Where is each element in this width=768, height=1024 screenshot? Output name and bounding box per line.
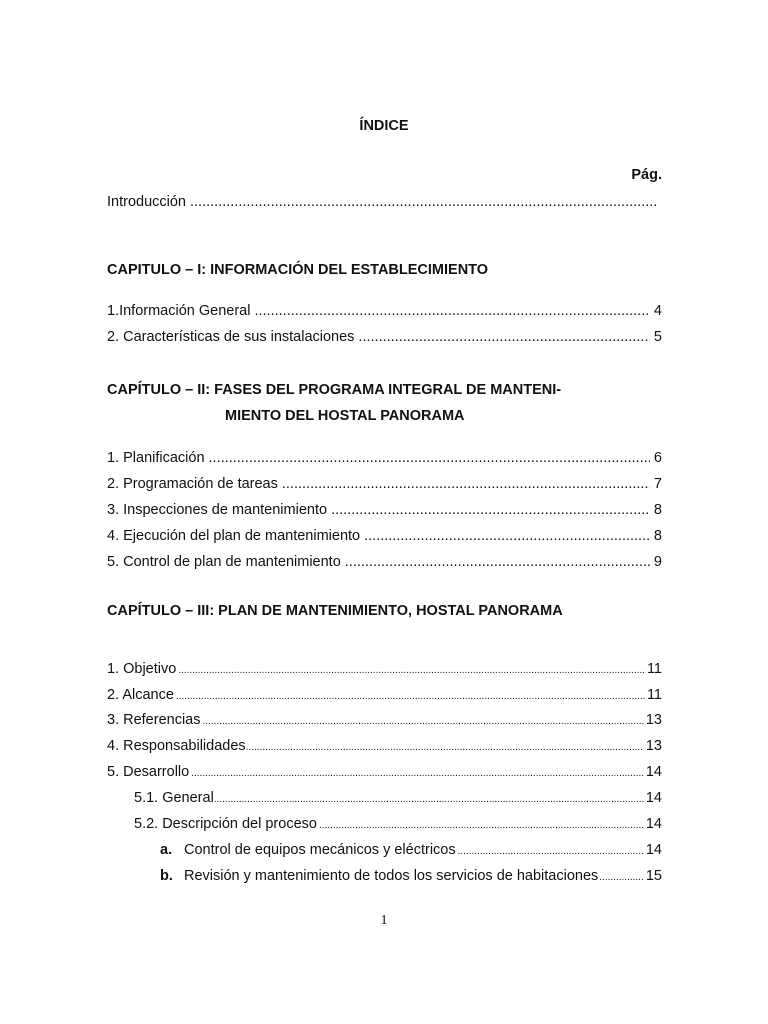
dot-leader xyxy=(599,866,644,888)
toc-entry xyxy=(107,762,662,782)
toc-subsubentry xyxy=(160,866,662,886)
toc-entry-page: 11 xyxy=(646,661,662,677)
page-column-label: Pág. xyxy=(631,167,662,183)
toc-entry-page: 13 xyxy=(645,738,662,754)
dot-leader xyxy=(203,710,644,732)
footer-page-number: 1 xyxy=(380,913,388,928)
toc-entry-label: 1. Planificación xyxy=(107,450,205,466)
toc-entry-label: Revisión y mantenimiento de todos los servicios de habitaciones xyxy=(184,868,599,884)
toc-entry xyxy=(107,327,662,347)
dot-leader xyxy=(246,736,644,758)
toc-entry-label: 2. Programación de tareas xyxy=(107,476,278,492)
toc-entry-label: 4. Ejecución del plan de mantenimiento xyxy=(107,528,361,544)
dot-leader xyxy=(364,526,650,546)
toc-entry xyxy=(107,500,662,520)
dot-leader xyxy=(209,448,650,468)
dot-leader xyxy=(282,474,650,494)
dot-leader xyxy=(358,327,650,347)
toc-subsubentry xyxy=(160,840,662,860)
toc-entry-label: 3. Referencias xyxy=(107,712,201,728)
dot-leader xyxy=(458,840,644,862)
toc-subentry xyxy=(134,814,662,834)
toc-entry-label: 5. Control de plan de mantenimiento xyxy=(107,554,341,570)
toc-entry-label: 1.Información General xyxy=(107,303,251,319)
toc-entry xyxy=(107,736,662,756)
toc-entry xyxy=(107,448,662,468)
dot-leader xyxy=(178,659,645,681)
toc-entry-label: 4. Responsabilidades xyxy=(107,738,246,754)
toc-entry-label: 5.2. Descripción del proceso xyxy=(134,816,317,832)
toc-entry-page: 11 xyxy=(646,687,662,703)
toc-entry-marker: a. xyxy=(160,842,173,858)
toc-entry-page: 15 xyxy=(645,868,662,884)
toc-entry xyxy=(107,659,662,679)
toc-entry-label: 5. Desarrollo xyxy=(107,764,190,780)
dot-leader xyxy=(345,552,650,572)
toc-entry-page: 9 xyxy=(653,554,662,570)
toc-entry-page: 14 xyxy=(645,842,662,858)
dot-leader xyxy=(190,192,658,212)
toc-entry-page: 5 xyxy=(653,329,662,345)
toc-entry-page: 14 xyxy=(645,790,662,806)
toc-entry xyxy=(107,552,662,572)
chapter-2-heading-line-2: MIENTO DEL HOSTAL PANORAMA xyxy=(225,408,465,424)
dot-leader xyxy=(254,301,649,321)
toc-entry-label: 2. Alcance xyxy=(107,687,174,703)
toc-entry xyxy=(107,685,662,705)
toc-entry-page: 6 xyxy=(653,450,662,466)
toc-entry-page: 14 xyxy=(645,816,662,832)
toc-entry-page: 14 xyxy=(645,764,662,780)
toc-entry-page: 8 xyxy=(653,502,662,518)
toc-entry-label: 3. Inspecciones de mantenimiento xyxy=(107,502,328,518)
toc-entry-label: Introducción xyxy=(107,194,186,210)
dot-leader xyxy=(319,814,644,836)
index-title: ÍNDICE xyxy=(359,118,409,134)
toc-entry xyxy=(107,710,662,730)
toc-entry xyxy=(107,474,662,494)
chapter-2-heading-line-1: CAPÍTULO – II: FASES DEL PROGRAMA INTEGRAL DE MANTENI- xyxy=(107,382,562,398)
chapter-3-heading: CAPÍTULO – III: PLAN DE MANTENIMIENTO, HOSTAL PANORAMA xyxy=(107,603,563,619)
toc-entry-label: 2. Características de sus instalaciones xyxy=(107,329,355,345)
toc-subentry xyxy=(134,788,662,808)
dot-leader xyxy=(214,788,644,810)
toc-entry-page: 8 xyxy=(653,528,662,544)
chapter-1-heading: CAPITULO – I: INFORMACIÓN DEL ESTABLECIMIENTO xyxy=(107,262,489,278)
toc-entry-marker: b. xyxy=(160,868,173,884)
toc-entry-introduccion xyxy=(107,192,662,212)
toc-entry-page: 4 xyxy=(653,303,662,319)
toc-entry-label: Control de equipos mecánicos y eléctricos xyxy=(184,842,456,858)
dot-leader xyxy=(331,500,650,520)
toc-entry-label: 5.1. General xyxy=(134,790,214,806)
toc-entry-page: 13 xyxy=(645,712,662,728)
toc-entry xyxy=(107,526,662,546)
dot-leader xyxy=(191,762,644,784)
dot-leader xyxy=(176,685,645,707)
toc-entry-label: 1. Objetivo xyxy=(107,661,177,677)
toc-entry-page: 7 xyxy=(653,476,662,492)
toc-entry xyxy=(107,301,662,321)
